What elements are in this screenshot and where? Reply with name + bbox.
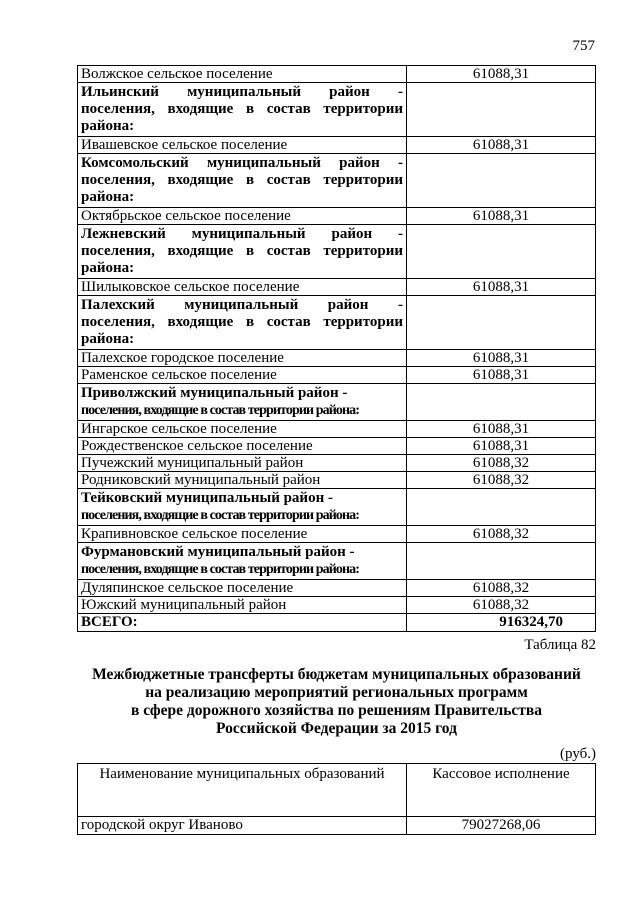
empty-cell [407, 296, 596, 350]
table-header-row [78, 764, 596, 817]
amount: 61088,31 [407, 279, 596, 296]
page-number: 757 [572, 38, 595, 54]
amount: 61088,31 [407, 367, 596, 384]
municipality-name: городской округ Иваново [78, 817, 407, 835]
empty-cell [407, 489, 596, 526]
municipality-name: Дуляпинское сельское поселение [78, 580, 407, 597]
transfers-table-continued [77, 65, 596, 632]
amount: 61088,31 [407, 137, 596, 154]
title-line: на реализацию мероприятий региональных программ [145, 684, 528, 701]
table-row [78, 279, 596, 296]
empty-cell [407, 154, 596, 208]
amount: 61088,32 [407, 472, 596, 489]
table-row [78, 438, 596, 455]
district-header-line2: поселения, входящие в состав территории района: [81, 403, 360, 418]
district-header-row [78, 384, 596, 421]
empty-cell [407, 83, 596, 137]
district-header: Лежневский муниципальный район - поселения, входящие в состав территории района: [78, 225, 407, 279]
amount: 61088,31 [407, 438, 596, 455]
district-header: Комсомольский муниципальный район - поселения, входящие в состав территории района: [78, 154, 407, 208]
district-header [78, 543, 407, 580]
municipality-name: Палехское городское поселение [78, 350, 407, 367]
municipality-name: Ингарское сельское поселение [78, 421, 407, 438]
district-header: Ильинский муниципальный район - поселения, входящие в состав территории района: [78, 83, 407, 137]
table-row [78, 421, 596, 438]
district-header-row [78, 489, 596, 526]
total-row [78, 614, 596, 632]
municipality-name: Октябрьское сельское поселение [78, 208, 407, 225]
title-line: Межбюджетные трансферты бюджетам муниципальных образований [92, 666, 581, 683]
table-row [78, 597, 596, 614]
district-header [78, 384, 407, 421]
municipality-name: Шилыковское сельское поселение [78, 279, 407, 296]
title-line: Российской Федерации за 2015 год [216, 720, 457, 737]
amount: 79027268,06 [407, 817, 596, 835]
total-amount: 916324,70 [407, 614, 596, 632]
table-row [78, 367, 596, 384]
amount: 61088,32 [407, 526, 596, 543]
municipality-name: Раменское сельское поселение [78, 367, 407, 384]
district-header-row [78, 83, 596, 137]
amount: 61088,32 [407, 455, 596, 472]
district-header: Палехский муниципальный район - поселения, входящие в состав территории района: [78, 296, 407, 350]
district-header-line1: Фурмановский муниципальный район - [81, 544, 355, 560]
empty-cell [407, 225, 596, 279]
district-header-line2: поселения, входящие в состав территории района: [81, 562, 360, 577]
table-number-label: Таблица 82 [524, 637, 596, 653]
district-header-row [78, 154, 596, 208]
municipality-name: Крапивновское сельское поселение [78, 526, 407, 543]
district-header-row [78, 543, 596, 580]
table-row [78, 472, 596, 489]
table-row [78, 455, 596, 472]
table-row [78, 350, 596, 367]
district-header-line2: поселения, входящие в состав территории района: [81, 508, 360, 523]
table-title [77, 666, 596, 738]
municipality-name: Рождественское сельское поселение [78, 438, 407, 455]
total-label: ВСЕГО: [78, 614, 407, 632]
amount: 61088,31 [407, 208, 596, 225]
empty-cell [407, 543, 596, 580]
municipality-name: Волжское сельское поселение [78, 66, 407, 83]
table-row [78, 526, 596, 543]
municipality-name: Южский муниципальный район [78, 597, 407, 614]
amount: 61088,31 [407, 350, 596, 367]
column-header-execution: Кассовое исполнение [407, 764, 596, 817]
district-header-line1: Тейковский муниципальный район - [81, 490, 333, 506]
amount: 61088,32 [407, 580, 596, 597]
table-row [78, 817, 596, 835]
district-header-row [78, 225, 596, 279]
currency-unit: (руб.) [560, 746, 596, 762]
district-header [78, 489, 407, 526]
table-row [78, 580, 596, 597]
column-header-name: Наименование муниципальных образований [78, 764, 407, 817]
municipality-name: Пучежский муниципальный район [78, 455, 407, 472]
title-line: в сфере дорожного хозяйства по решениям Правительства [130, 702, 543, 719]
amount: 61088,31 [407, 421, 596, 438]
table-row [78, 208, 596, 225]
amount: 61088,31 [407, 66, 596, 83]
amount: 61088,32 [407, 597, 596, 614]
table-row [78, 66, 596, 83]
table-row [78, 137, 596, 154]
road-transfers-table [77, 763, 596, 835]
district-header-line1: Приволжский муниципальный район - [81, 385, 348, 401]
empty-cell [407, 384, 596, 421]
municipality-name: Родниковский муниципальный район [78, 472, 407, 489]
municipality-name: Ивашевское сельское поселение [78, 137, 407, 154]
district-header-row [78, 296, 596, 350]
